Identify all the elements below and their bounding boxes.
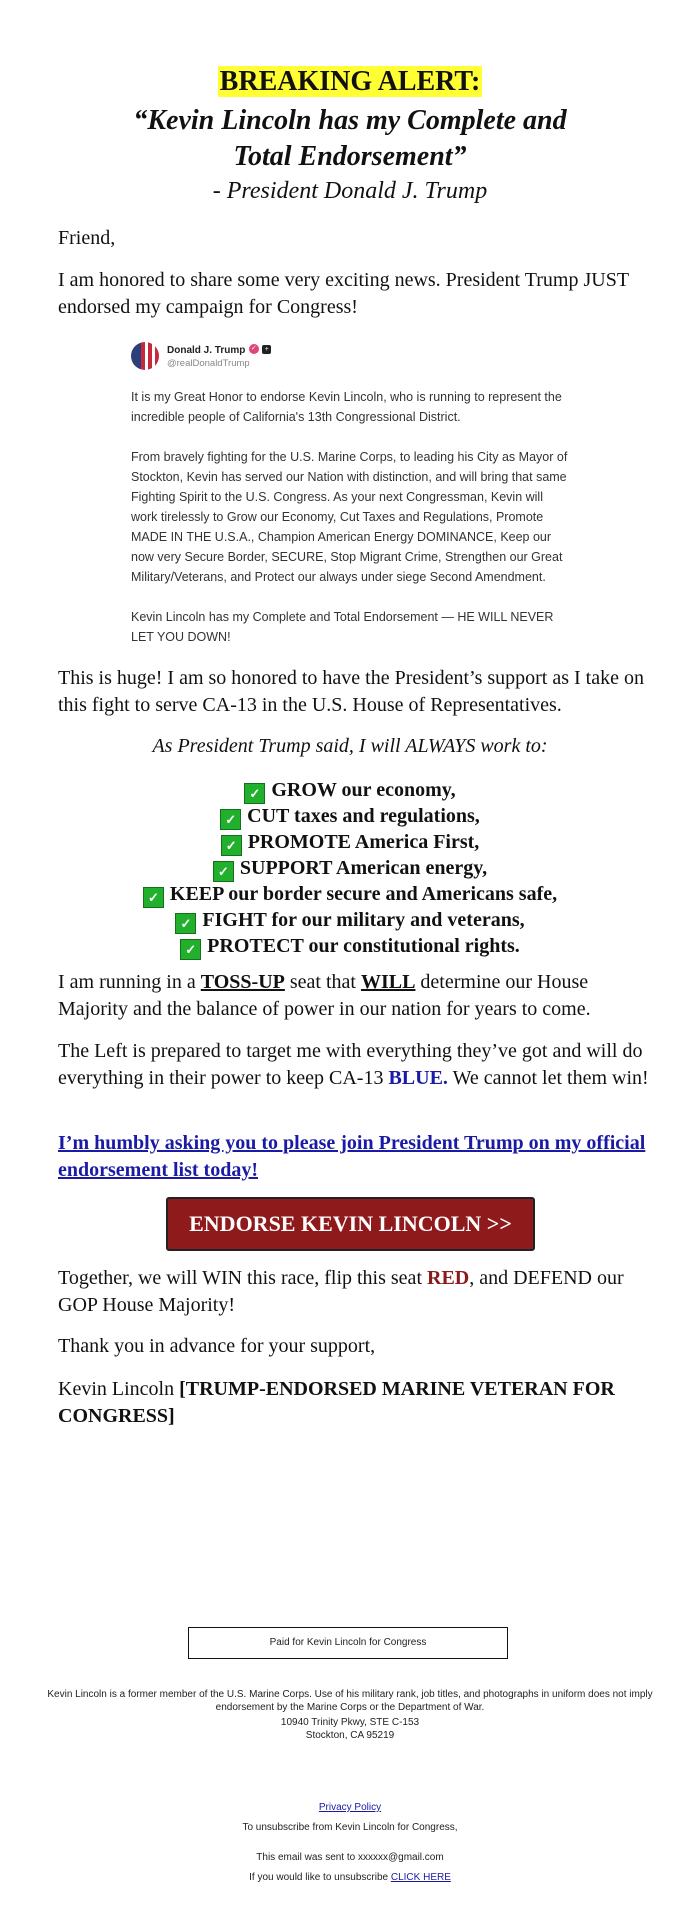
checklist xyxy=(0,778,700,960)
headline-alert: BREAKING ALERT: xyxy=(219,66,481,97)
check-icon: ✓ xyxy=(221,835,242,856)
checklist-item: ✓ PROTECT our constitutional rights. xyxy=(0,934,700,960)
tweet-author: Donald J. Trump xyxy=(167,344,246,356)
huge-paragraph: This is huge! I am so honored to have the President’s support as I take on this fight to serve CA-13 in the U.S. House of Representatives. xyxy=(58,667,644,716)
check-icon: ✓ xyxy=(175,913,196,934)
tweet-paragraph: From bravely fighting for the U.S. Marine Corps, to leading his City as Mayor of Stockton, Kevin has served our Nation with distinction, and will bring that same Fighting Spirit to the U.S. Congress. As your next Congressman, Kevin will work tirelessly to Grow our Economy, Cut Taxes and Regulations, Promote MADE IN THE U.S.A., Champion American Energy DOMINANCE, Keep our now very Secure Border, SECURE, Stop Migrant Crime, Strengthen our Great Military/Veterans, and Protect our always under siege Second Amendment. xyxy=(131,450,568,584)
checklist-item: ✓ CUT taxes and regulations, xyxy=(0,804,700,830)
verified-badge-icon: ✓ xyxy=(249,344,259,354)
sent-to: This email was sent to xxxxxx@gmail.com xyxy=(256,1852,444,1863)
checklist-item: ✓ SUPPORT American energy, xyxy=(0,856,700,882)
tweet-embed xyxy=(131,342,571,647)
tweet-handle: @realDonaldTrump xyxy=(167,357,250,369)
always-line: As President Trump said, I will ALWAYS work to: xyxy=(152,735,548,757)
greeting: Friend, xyxy=(58,227,116,249)
address: 10940 Trinity Pkwy, STE C-153 Stockton, CA 95219 xyxy=(280,1717,420,1741)
privacy-policy-link[interactable]: Privacy Policy xyxy=(318,1802,382,1813)
privacy-policy-row xyxy=(0,1801,700,1814)
checklist-item: ✓ GROW our economy, xyxy=(0,778,700,804)
endorsement-link-paragraph xyxy=(58,1130,658,1184)
checklist-item: ✓ FIGHT for our military and veterans, xyxy=(0,908,700,934)
unsubscribe-link[interactable]: CLICK HERE xyxy=(390,1872,451,1883)
avatar xyxy=(131,342,159,370)
military-disclaimer: Kevin Lincoln is a former member of the U.S. Marine Corps. Use of his military rank, job titles, and photographs in uniform does not imply endorsement by the Marine Corps or the Department of War. xyxy=(47,1689,653,1713)
thanks-line: Thank you in advance for your support, xyxy=(58,1335,376,1357)
check-icon: ✓ xyxy=(213,861,234,882)
tweet-paragraph: Kevin Lincoln has my Complete and Total Endorsement — HE WILL NEVER LET YOU DOWN! xyxy=(131,610,554,644)
intro-paragraph: I am honored to share some very exciting news. President Trump JUST endorsed my campaign for Congress! xyxy=(58,269,629,318)
endorse-button[interactable]: ENDORSE KEVIN LINCOLN >> xyxy=(166,1197,535,1251)
check-icon: ✓ xyxy=(180,939,201,960)
checklist-item: ✓ KEEP our border secure and Americans safe, xyxy=(0,882,700,908)
headline-attribution: - President Donald J. Trump xyxy=(212,178,488,204)
check-icon: ✓ xyxy=(244,783,265,804)
checklist-item: ✓ PROMOTE America First, xyxy=(0,830,700,856)
unsubscribe-from: To unsubscribe from Kevin Lincoln for Congress, xyxy=(242,1822,458,1833)
together-paragraph: Together, we will WIN this race, flip this seat RED, and DEFEND our GOP House Majority! xyxy=(58,1267,624,1316)
endorsement-list-link[interactable]: I’m humbly asking you to please join President Trump on my official endorsement list today! xyxy=(58,1132,646,1181)
signature: Kevin Lincoln [TRUMP-ENDORSED MARINE VETERAN FOR CONGRESS] xyxy=(58,1378,615,1427)
unsubscribe-row: If you would like to unsubscribe CLICK HERE xyxy=(249,1872,451,1883)
check-icon: ✓ xyxy=(143,887,164,908)
plus-icon: + xyxy=(262,345,271,354)
tweet-paragraph: It is my Great Honor to endorse Kevin Lincoln, who is running to represent the incredible people of California's 13th Congressional District. xyxy=(131,390,562,424)
tossup-paragraph: I am running in a TOSS-UP seat that WILL determine our House Majority and the balance of power in our nation for years to come. xyxy=(58,971,591,1020)
left-paragraph: The Left is prepared to target me with everything they’ve got and will do everything in their power to keep CA-13 BLUE. We cannot let them win! xyxy=(58,1040,649,1089)
check-icon: ✓ xyxy=(220,809,241,830)
headline-quote: “Kevin Lincoln has my Complete and Total Endorsement” xyxy=(133,105,567,172)
paid-for-box: Paid for Kevin Lincoln for Congress xyxy=(188,1627,508,1659)
tweet-header xyxy=(131,342,571,370)
